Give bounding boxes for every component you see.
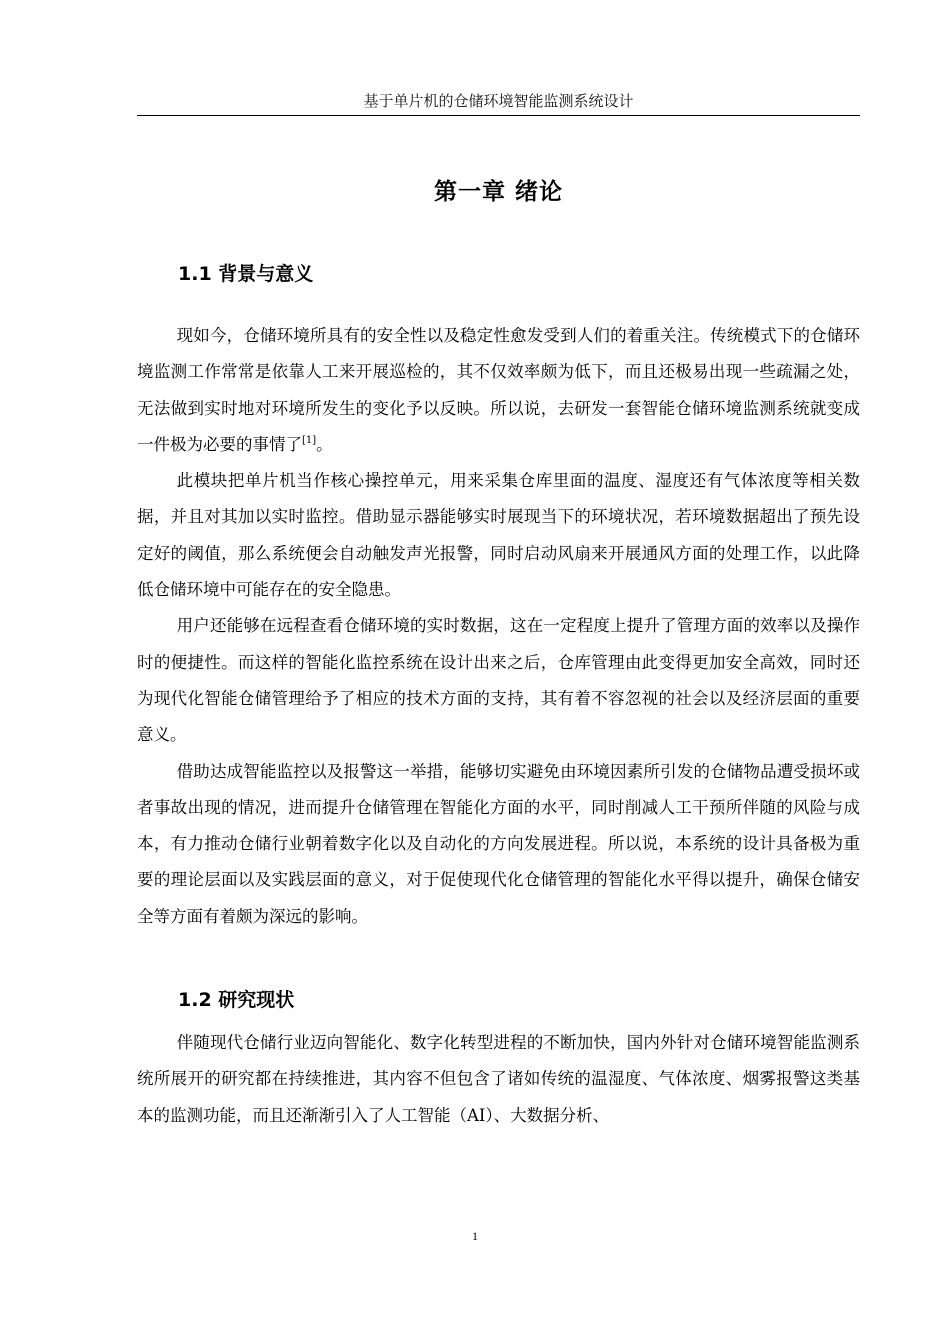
paragraph <box>137 318 860 463</box>
chapter-title: 第一章 绪论 <box>433 179 563 205</box>
paragraph: 伴随现代仓储行业迈向智能化、数字化转型进程的不断加快，国内外针对仓储环境智能监测系统所展开的研究都在持续推进，其内容不但包含了诸如传统的温湿度、气体浓度、烟雾报警这类基本的监测功能，而且还渐渐引入了人工智能（AI）、大数据分析、 <box>137 1033 860 1125</box>
paragraph: 此模块把单片机当作核心操控单元，用来采集仓库里面的温度、湿度还有气体浓度等相关数据，并且对其加以实时监控。借助显示器能够实时展现当下的环境状况，若环境数据超出了预先设定好的阈值，那么系统便会自动触发声光报警，同时启动风扇来开展通风方面的处理工作，以此降低仓储环境中可能存在的安全隐患。 <box>137 471 860 600</box>
page-number: 1 <box>472 1229 478 1243</box>
paragraph: 借助达成智能监控以及报警这一举措，能够切实避免由环境因素所引发的仓储物品遭受损坏或者事故出现的情况，进而提升仓储管理在智能化方面的水平，同时削减人工干预所伴随的风险与成本，有力推动仓储行业朝着数字化以及自动化的方向发展进程。所以说，本系统的设计具备极为重要的理论层面以及实践层面的意义，对于促使现代化仓储管理的智能化水平得以提升，确保仓储安全等方面有着颇为深远的影响。 <box>137 761 860 926</box>
citation-reference[interactable]: [1] <box>302 434 317 446</box>
paragraph-text: 现如今，仓储环境所具有的安全性以及稳定性愈发受到人们的着重关注。传统模式下的仓储环境监测工作常常是依靠人工来开展巡检的，其不仅效率颇为低下，而且还极易出现一些疏漏之处，无法做到实时地对环境所发生的变化予以反映。所以说，去研发一套智能仓储环境监测系统就变成一件极为必要的事情了 <box>137 326 860 454</box>
paragraph: 用户还能够在远程查看仓储环境的实时数据，这在一定程度上提升了管理方面的效率以及操作时的便捷性。而这样的智能化监控系统在设计出来之后，仓库管理由此变得更加安全高效，同时还为现代化智能仓储管理给予了相应的技术方面的支持，其有着不容忽视的社会以及经济层面的重要意义。 <box>137 616 860 745</box>
running-header: 基于单片机的仓储环境智能监测系统设计 <box>363 92 634 110</box>
section-body-research-status <box>137 1025 860 1134</box>
section-body-background <box>137 318 860 935</box>
paragraph-end: 。 <box>316 434 333 454</box>
header-divider <box>137 115 860 116</box>
section-heading-background: 1.1 背景与意义 <box>178 263 314 285</box>
section-heading-research-status: 1.2 研究现状 <box>178 989 295 1011</box>
